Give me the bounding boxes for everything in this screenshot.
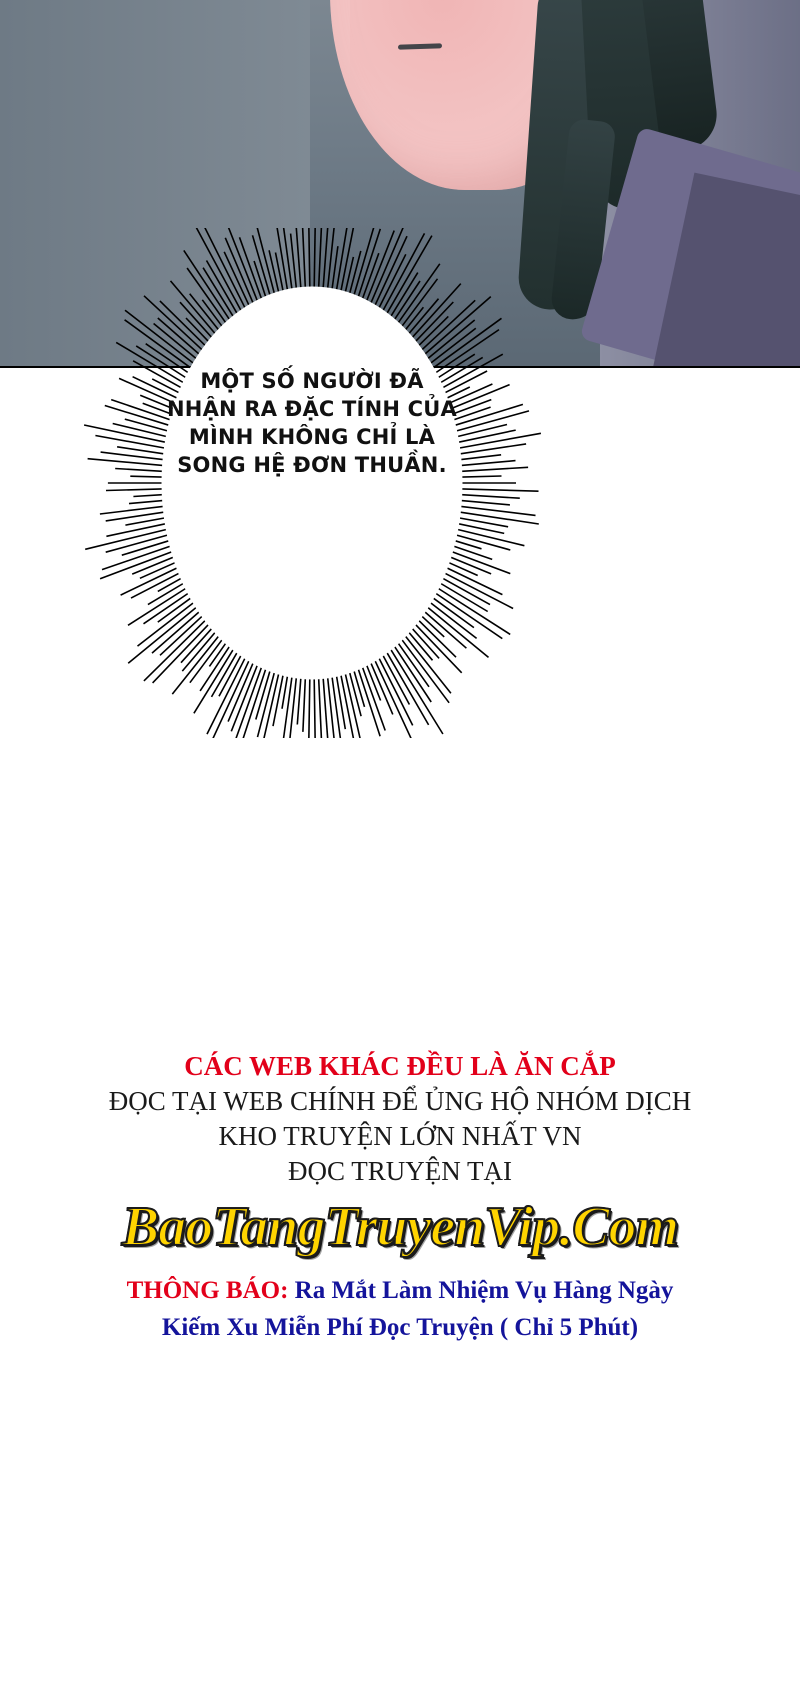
notice-block [0, 1273, 800, 1346]
promo-block [0, 1050, 800, 1346]
site-name-watermark[interactable]: BaoTangTruyenVip.Com [121, 1196, 679, 1259]
notice-label: THÔNG BÁO: [126, 1277, 289, 1305]
speech-balloon [52, 228, 572, 738]
notice-line-2: Kiếm Xu Miễn Phí Đọc Truyện ( Chỉ 5 Phút) [161, 1313, 639, 1341]
balloon-text: MỘT SỐ NGƯỜI ĐÃ NHẬN RA ĐẶC TÍNH CỦA MÌNH KHÔNG CHỈ LÀ SONG HỆ ĐƠN THUẦN. [167, 369, 457, 477]
promo-line-4: ĐỌC TRUYỆN TẠI [287, 1155, 512, 1186]
promo-line-2: ĐỌC TẠI WEB CHÍNH ĐỂ ỦNG HỘ NHÓM DỊCH [108, 1085, 692, 1116]
notice-text: Ra Mắt Làm Nhiệm Vụ Hàng Ngày [288, 1277, 674, 1305]
notice-line-1 [0, 1273, 800, 1309]
promo-line-3: KHO TRUYỆN LỚN NHẤT VN [218, 1120, 582, 1151]
promo-line-1: CÁC WEB KHÁC ĐỀU LÀ ĂN CẮP [184, 1051, 616, 1081]
